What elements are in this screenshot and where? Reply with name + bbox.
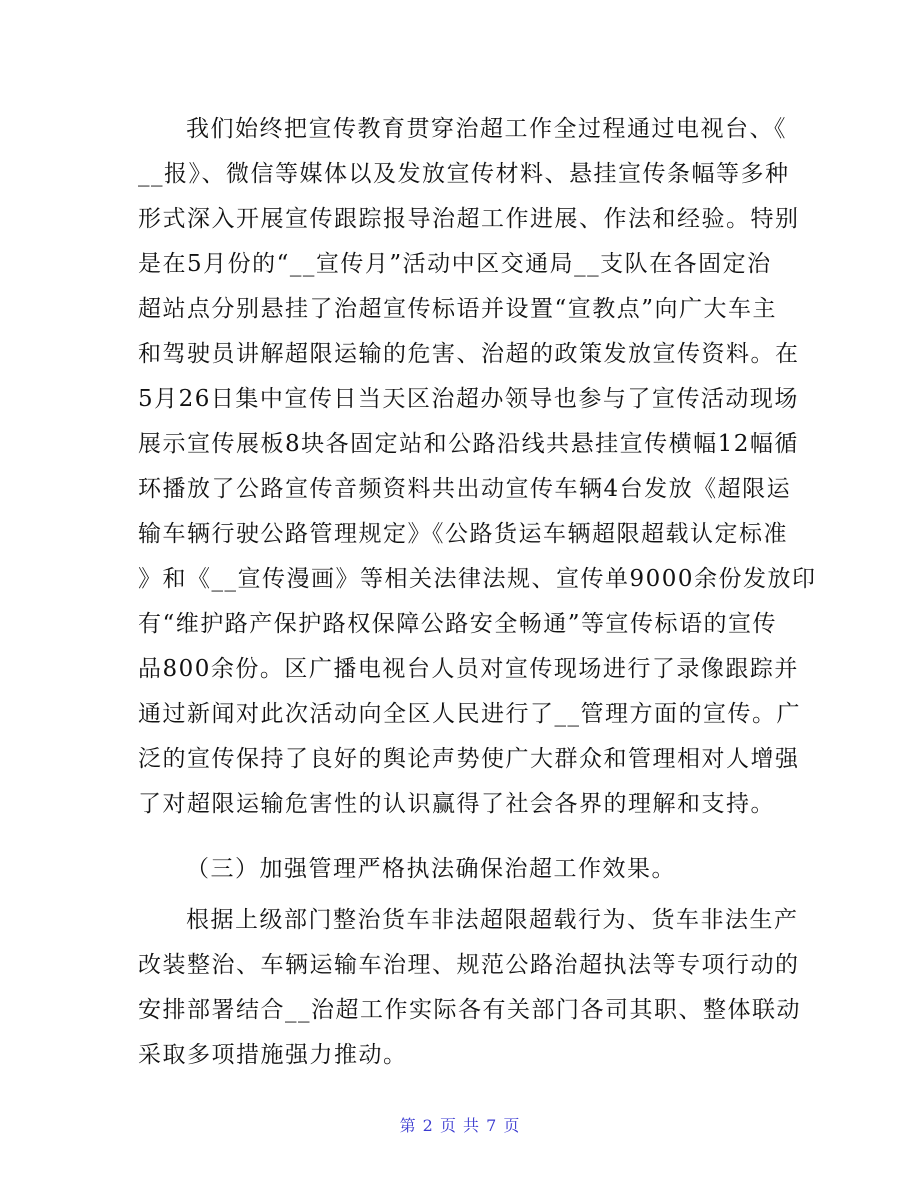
- paragraph-line: 是在5月份的“__宣传月”活动中区交通局__支队在各固定治: [138, 251, 772, 277]
- paragraph-line: 根据上级部门整治货车非法超限超载行为、货车非法生产: [186, 907, 799, 933]
- paragraph-line: 我们始终把宣传教育贯穿治超工作全过程通过电视台、《: [186, 116, 787, 142]
- paragraph-line: 采取多项措施强力推动。: [138, 1042, 408, 1068]
- paragraph-line: 有“维护路产保护路权保障公路安全畅通”等宣传标语的宣传: [138, 611, 778, 637]
- paragraph-line: 5月26日集中宣传日当天区治超办领导也参与了宣传活动现场: [138, 386, 799, 412]
- paragraph-line: 输车辆行驶公路管理规定》《公路货运车辆超限超载认定标准: [138, 521, 788, 547]
- paragraph-line: __报》、微信等媒体以及发放宣传材料、悬挂宣传条幅等多种: [138, 161, 790, 187]
- paragraph-line: 通过新闻对此次活动向全区人民进行了__管理方面的宣传。广: [138, 701, 801, 727]
- paragraph-line: 展示宣传展板8块各固定站和公路沿线共悬挂宣传横幅12幅循: [138, 431, 799, 457]
- paragraph-line: 超站点分别悬挂了治超宣传标语并设置“宣教点”向广大车主: [138, 296, 778, 322]
- page-number-footer: 第 2 页 共 7 页: [399, 1116, 521, 1135]
- paragraph-line: 安排部署结合__治超工作实际各有关部门各司其职、整体联动: [138, 997, 801, 1023]
- paragraph-line: 品800余份。区广播电视台人员对宣传现场进行了录像跟踪并: [138, 656, 799, 682]
- paragraph-line: 和驾驶员讲解超限运输的危害、治超的政策发放宣传资料。在: [138, 341, 800, 367]
- paragraph-line: 形式深入开展宣传跟踪报导治超工作进展、作法和经验。特别: [138, 206, 800, 232]
- paragraph-line: 了对超限运输危害性的认识赢得了社会各界的理解和支持。: [138, 791, 775, 817]
- paragraph-line: 改装整治、车辆运输车治理、规范公路治超执法等专项行动的: [138, 952, 800, 978]
- paragraph-line: 泛的宣传保持了良好的舆论声势使广大群众和管理相对人增强: [138, 746, 800, 772]
- paragraph-line: 》和《__宣传漫画》等相关法律法规、宣传单9000余份发放印: [138, 566, 817, 592]
- section-heading: （三）加强管理严格执法确保治超工作效果。: [186, 856, 676, 882]
- paragraph-line: 环播放了公路宣传音频资料共出动宣传车辆4台发放《超限运: [138, 476, 792, 502]
